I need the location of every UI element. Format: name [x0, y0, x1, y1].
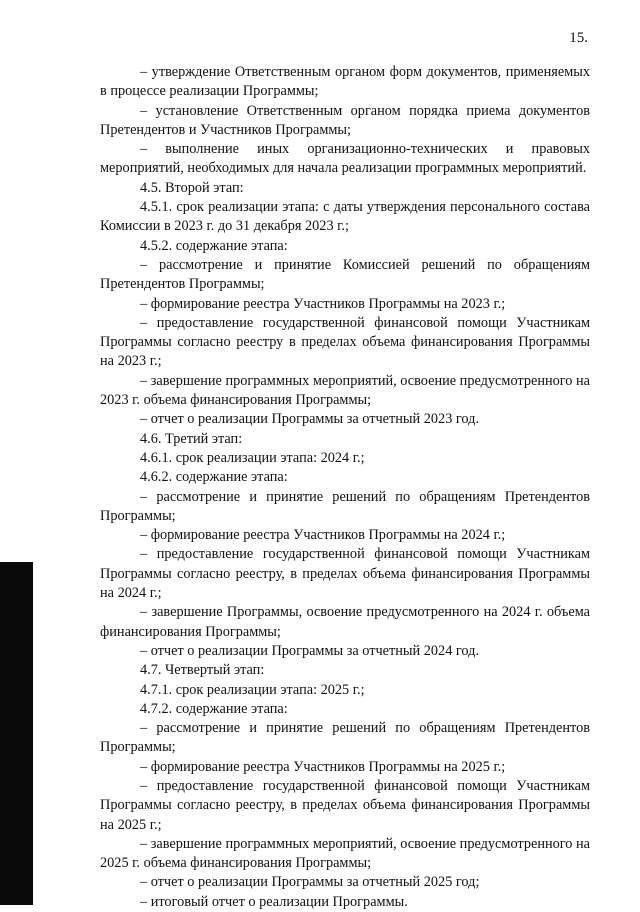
paragraph: 4.6.1. срок реализации этапа: 2024 г.;: [140, 449, 365, 466]
paragraph: – предоставление государственной финансовой помощи Участникам Программы согласно реестру в пределах объема финансирования Программы на 2023 г.;: [100, 314, 590, 370]
paragraph: – отчет о реализации Программы за отчетный 2025 год;: [140, 874, 480, 891]
section-heading: 4.6. Третий этап:: [140, 430, 243, 447]
paragraph: – отчет о реализации Программы за отчетный 2023 год.: [140, 411, 480, 428]
paragraph: – выполнение иных организационно-технических и правовых мероприятий, необходимых для начала реализации программных мероприятий.: [100, 141, 590, 177]
paragraph: – предоставление государственной финансовой помощи Участникам Программы согласно реестру, в пределах объема финансирования Программы на 2025 г.;: [100, 777, 590, 833]
paragraph: – утверждение Ответственным органом форм документов, применяемых в процессе реализации Программы;: [100, 64, 590, 100]
paragraph: – завершение Программы, освоение предусмотренного на 2024 г. объема финансирования Программы;: [100, 604, 590, 640]
paragraph: – итоговый отчет о реализации Программы.: [140, 893, 408, 910]
paragraph: – формирование реестра Участников Программы на 2025 г.;: [140, 758, 506, 775]
paragraph: – рассмотрение и принятие решений по обращениям Претендентов Программы;: [100, 720, 590, 756]
paragraph: – рассмотрение и принятие Комиссией решений по обращениям Претендентов Программы;: [100, 256, 590, 293]
paragraph: – формирование реестра Участников Программы на 2023 г.;: [140, 295, 506, 312]
paragraph: – завершение программных мероприятий, освоение предусмотренного на 2025 г. объема финансирования Программы;: [100, 835, 590, 872]
paragraph: – предоставление государственной финансовой помощи Участникам Программы согласно реестру, в пределах объема финансирования Программы на 2024 г.;: [100, 546, 590, 602]
paragraph: 4.6.2. содержание этапа:: [140, 469, 288, 486]
paragraph: – формирование реестра Участников Программы на 2024 г.;: [140, 527, 506, 544]
section-heading: 4.5. Второй этап:: [140, 179, 244, 196]
paragraph: – отчет о реализации Программы за отчетный 2024 год.: [140, 642, 480, 659]
paragraph: – рассмотрение и принятие решений по обращениям Претендентов Программы;: [100, 488, 590, 524]
paragraph: 4.5.1. срок реализации этапа: с даты утверждения персонального состава Комиссии в 2023 г. до 31 декабря 2023 г.;: [100, 199, 590, 235]
paragraph: – установление Ответственным органом порядка приема документов Претендентов и Участников Программы;: [100, 102, 590, 138]
paragraph: 4.7.1. срок реализации этапа: 2025 г.;: [140, 681, 365, 698]
paragraph: – завершение программных мероприятий, освоение предусмотренного на 2023 г. объема финансирования Программы;: [100, 372, 590, 409]
page-number: 15.: [569, 30, 588, 46]
paragraph: 4.7.2. содержание этапа:: [140, 700, 288, 717]
document-body: [100, 63, 590, 912]
scan-edge-shadow: [0, 562, 33, 905]
paragraph: 4.5.2. содержание этапа:: [140, 237, 288, 254]
section-heading: 4.7. Четвертый этап:: [140, 662, 265, 679]
